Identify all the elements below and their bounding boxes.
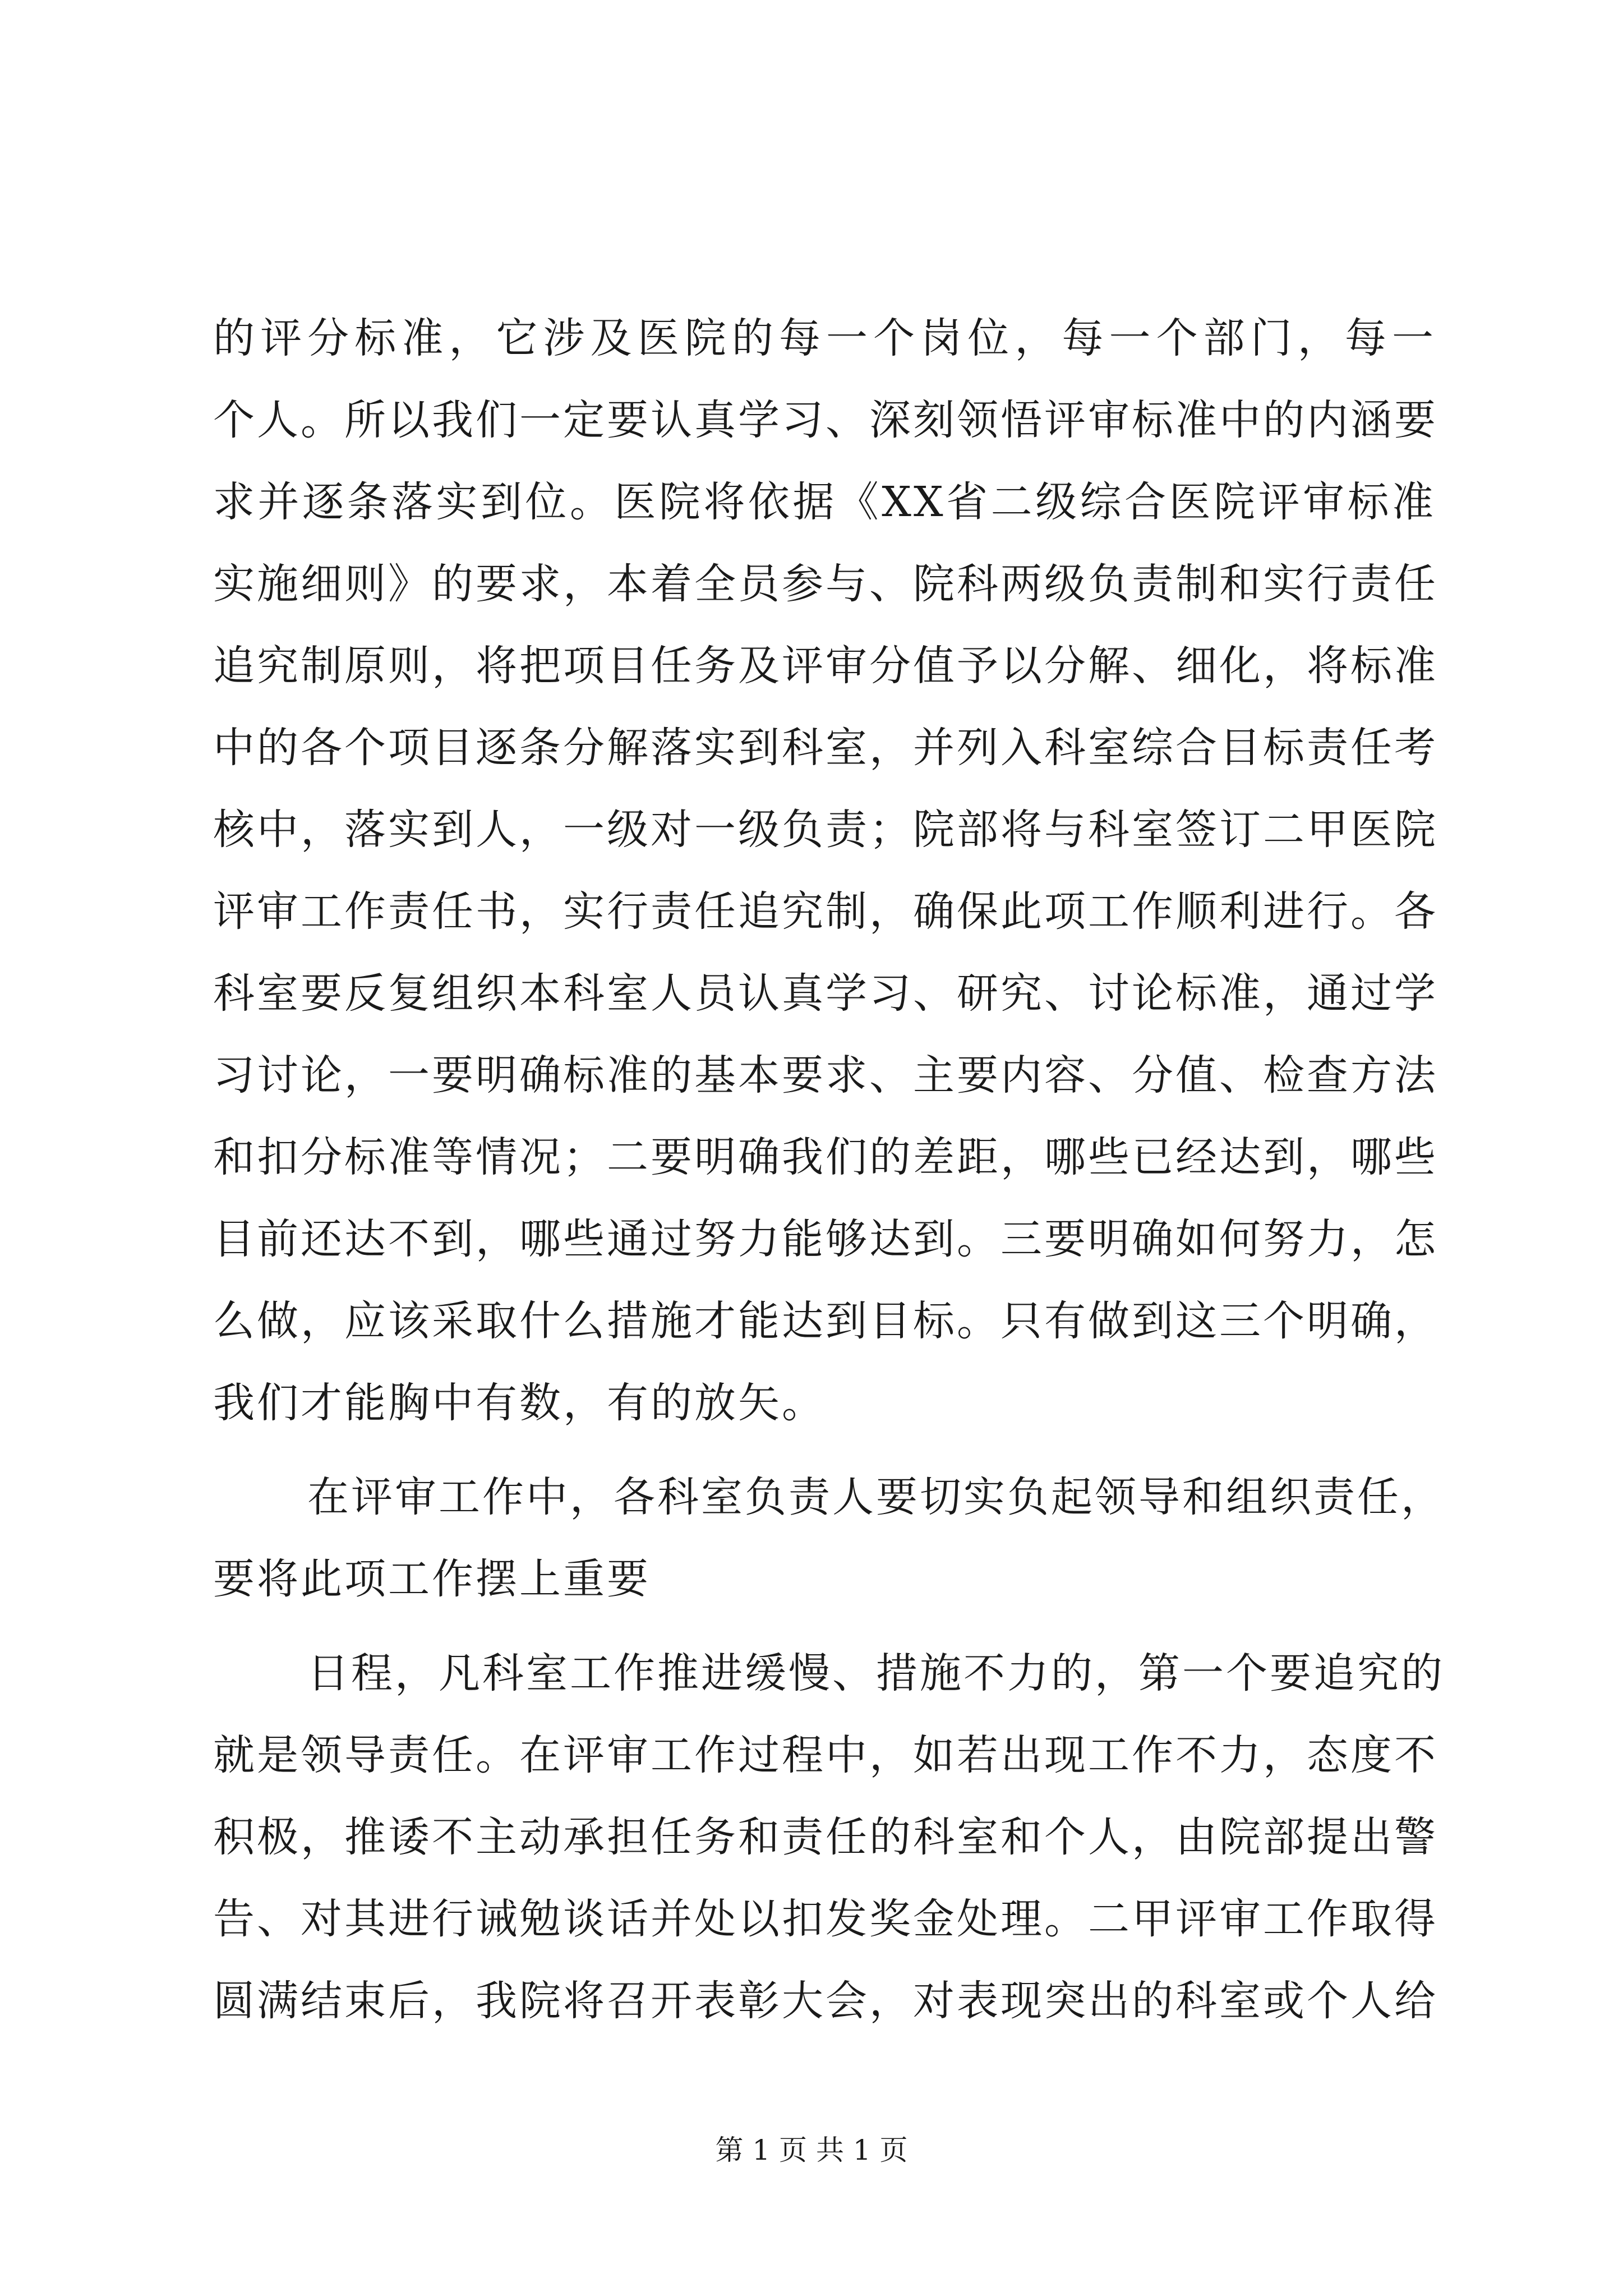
page-number-label: 第 1 页 共 1 页 xyxy=(715,2134,908,2166)
text-line: 追究制原则，将把项目任务及评审分值予以分解、细化，将标准 xyxy=(213,642,1438,690)
text-line: 积极，推诿不主动承担任务和责任的科室和个人，由院部提出警 xyxy=(213,1813,1438,1861)
text-line: 目前还达不到，哪些通过努力能够达到。三要明确如何努力，怎 xyxy=(213,1215,1438,1263)
text-line: 的评分标准，它涉及医院的每一个岗位，每一个部门，每一 xyxy=(213,314,1436,362)
text-line: 评审工作责任书，实行责任追究制，确保此项工作顺利进行。各 xyxy=(213,887,1438,936)
text-line: 个人。所以我们一定要认真学习、深刻领悟评审标准中的内涵要 xyxy=(213,396,1438,444)
text-line: 中的各个项目逐条分解落实到科室，并列入科室综合目标责任考 xyxy=(213,724,1438,772)
text-line: 核中，落实到人，一级对一级负责；院部将与科室签订二甲医院 xyxy=(213,806,1438,854)
paragraph-gap xyxy=(213,1620,1436,1632)
text-line: 日程，凡科室工作推进缓慢、措施不力的，第一个要追究的 xyxy=(307,1649,1445,1697)
text-line: 习讨论，一要明确标准的基本要求、主要内容、分值、检查方法 xyxy=(213,1051,1438,1099)
text-line: 实施细则》的要求，本着全员参与、院科两级负责制和实行责任 xyxy=(213,560,1438,608)
page-footer xyxy=(0,2131,1623,2170)
paragraph-3 xyxy=(213,1632,1445,2042)
paragraph-gap xyxy=(213,1444,1436,1456)
text-line: 和扣分标准等情况；二要明确我们的差距，哪些已经达到，哪些 xyxy=(213,1133,1438,1181)
text-line: 我们才能胸中有数，有的放矢。 xyxy=(213,1379,826,1427)
text-line: 么做，应该采取什么措施才能达到目标。只有做到这三个明确， xyxy=(213,1297,1438,1345)
text-line: 求并逐条落实到位。医院将依据《XX省二级综合医院评审标准 xyxy=(213,478,1436,526)
text-line: 圆满结束后，我院将召开表彰大会，对表现突出的科室或个人给 xyxy=(213,1977,1438,2025)
text-line: 要将此项工作摆上重要 xyxy=(213,1555,651,1603)
text-line: 告、对其进行诫勉谈话并处以扣发奖金处理。二甲评审工作取得 xyxy=(213,1895,1438,1943)
body-text xyxy=(213,297,1445,2042)
text-line: 科室要反复组织本科室人员认真学习、研究、讨论标准，通过学 xyxy=(213,969,1438,1018)
text-line: 在评审工作中，各科室负责人要切实负起领导和组织责任， xyxy=(307,1473,1445,1521)
text-line: 就是领导责任。在评审工作过程中，如若出现工作不力，态度不 xyxy=(213,1731,1438,1779)
paragraph-1 xyxy=(213,297,1436,1444)
paragraph-2 xyxy=(213,1456,1445,1620)
